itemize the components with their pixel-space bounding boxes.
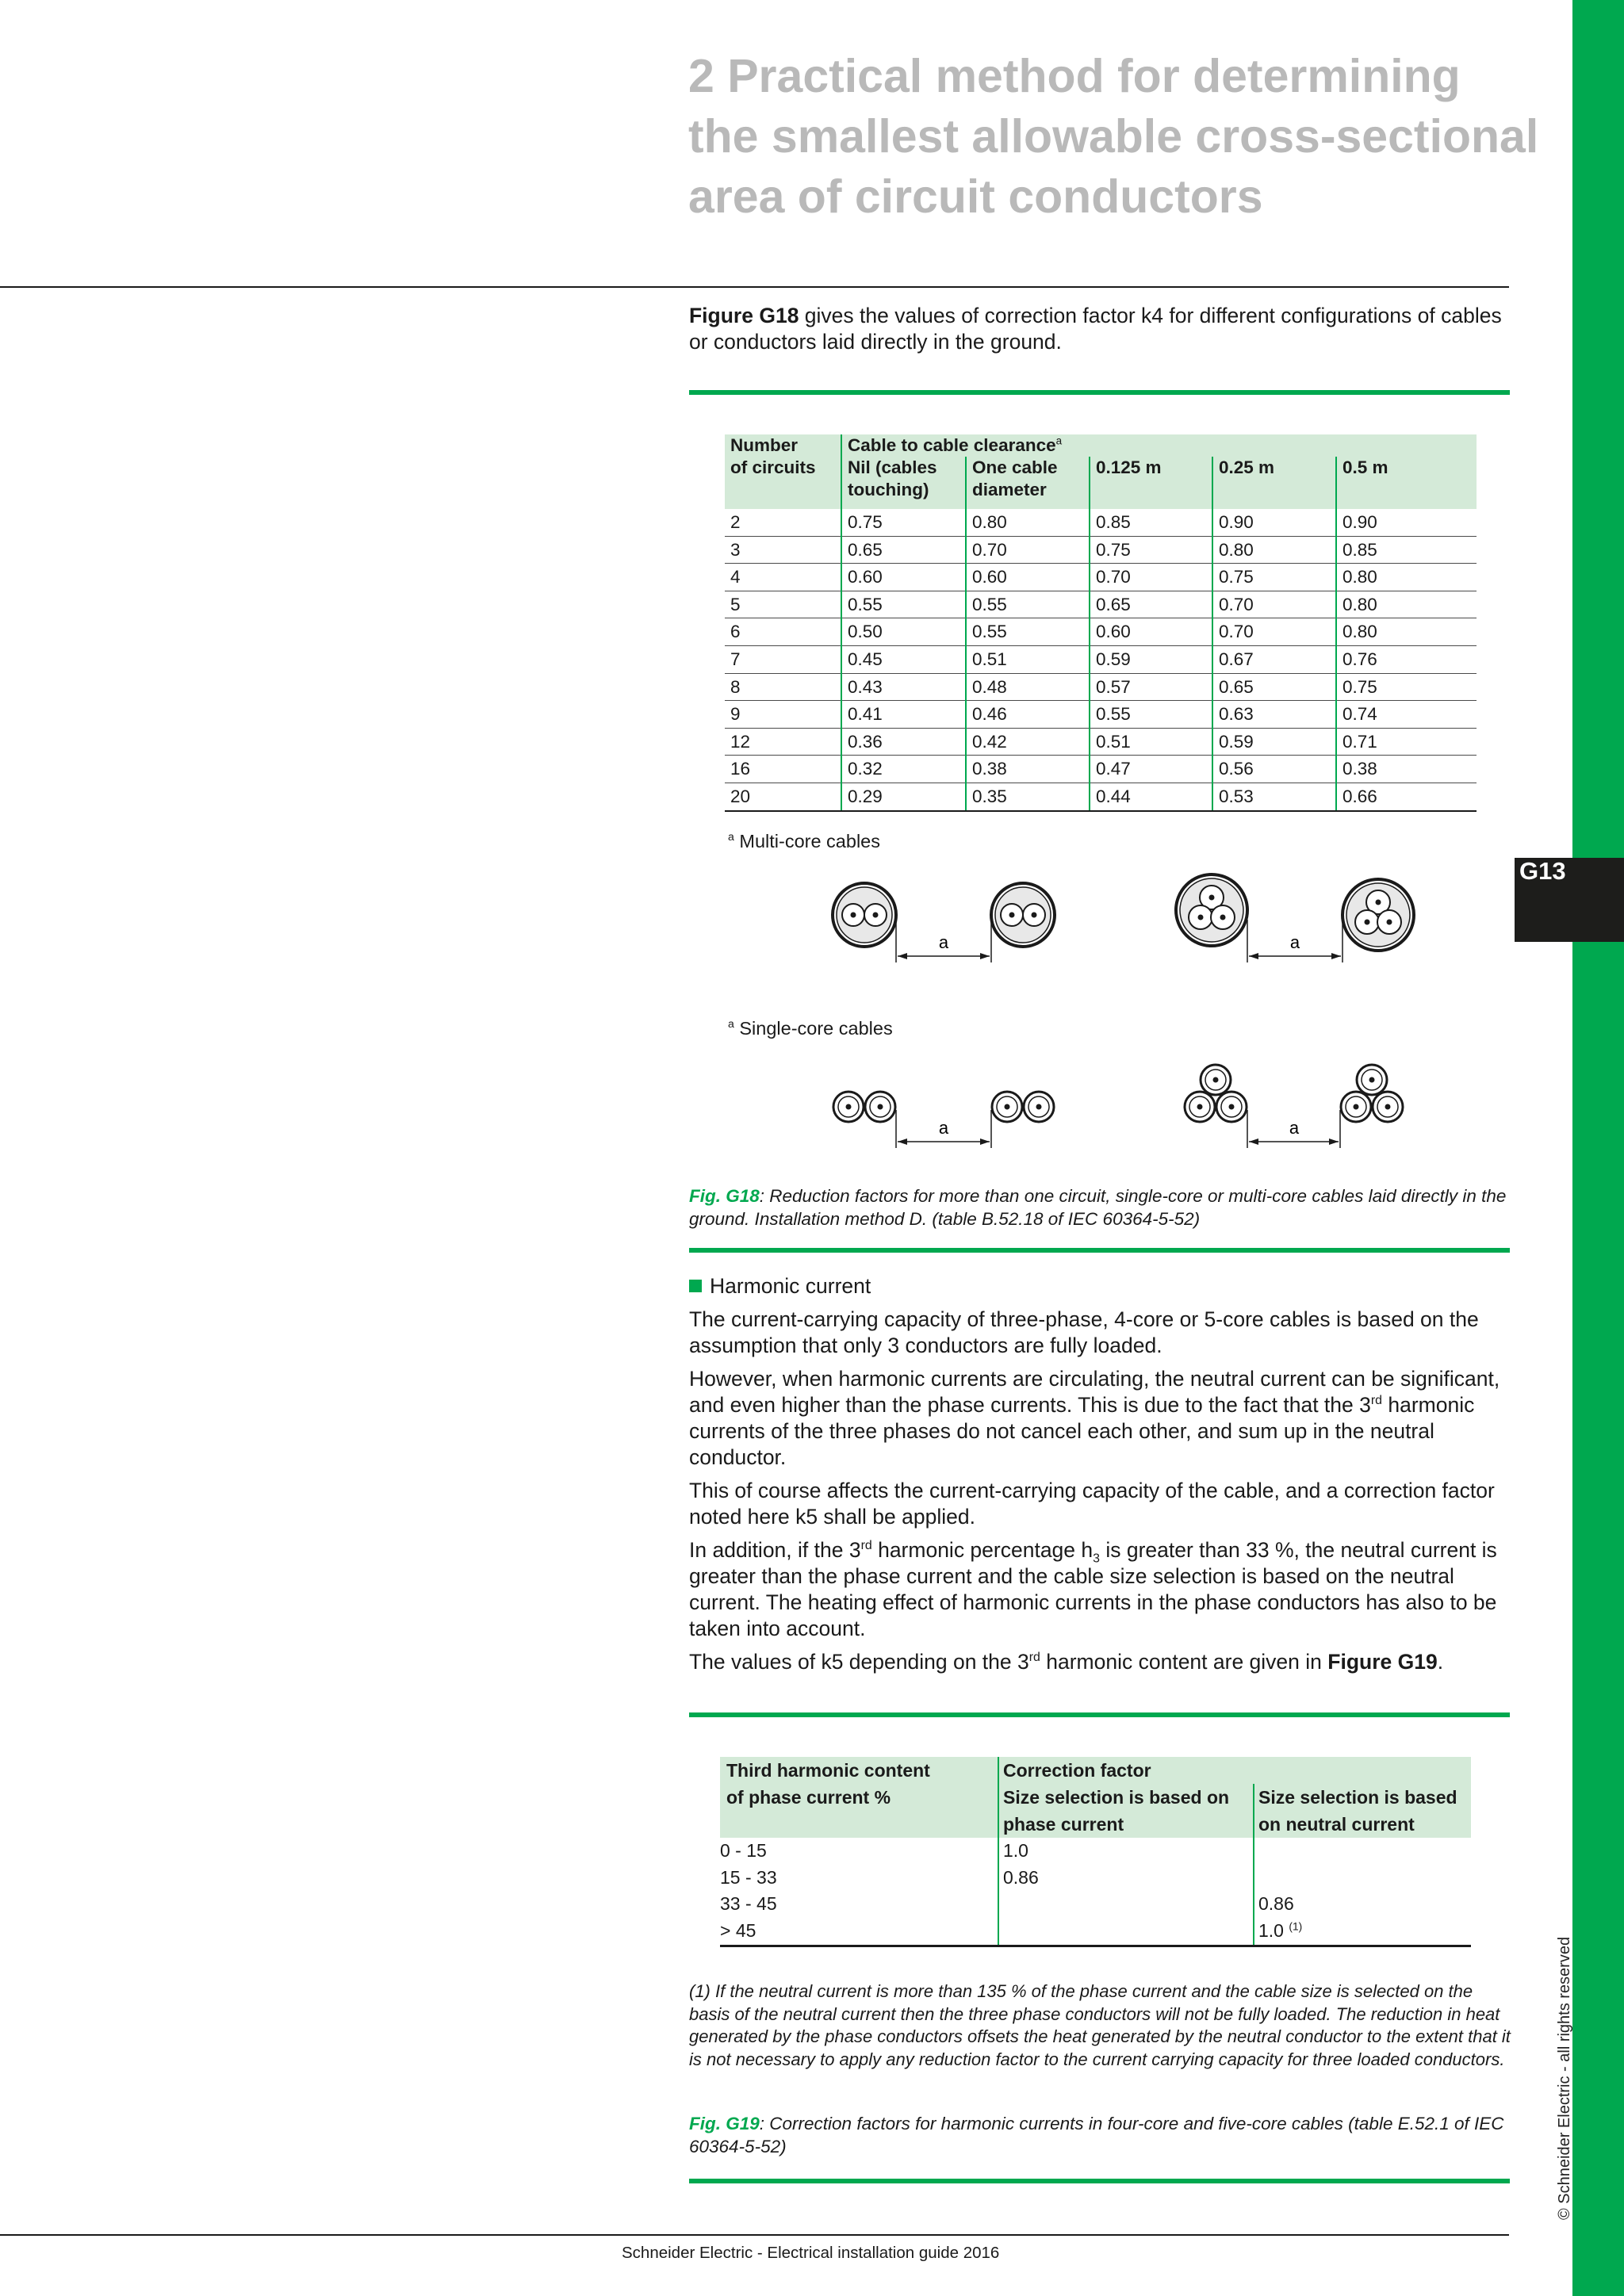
table-row [720,1865,1471,1892]
page-title [688,46,1561,227]
factor-cell: 0.65 [841,536,966,564]
factor-cell: 0.71 [1336,728,1477,756]
cell-value: 33 - 45 [720,1893,777,1915]
multi-core-text: Multi-core cables [733,831,880,851]
p5-sup: rd [1028,1651,1040,1665]
circuits-cell: 3 [725,536,841,564]
header-clearance-label: Cable to cable clearance [848,435,1056,455]
factor-cell: 0.80 [1212,536,1336,564]
table-row [725,591,1477,618]
harmonic-range-cell [720,1865,998,1892]
table-g19-body [720,1838,1471,1946]
factor-cell: 0.63 [1212,701,1336,729]
header-correction-factor: Correction factor [998,1757,1471,1784]
factor-cell: 0.51 [966,645,1090,673]
table-row [720,1918,1471,1946]
factor-cell: 0.75 [1090,536,1212,564]
cell-value: 1.0 [1258,1920,1284,1942]
p2-sup: rd [1370,1394,1382,1408]
subheader-0125: 0.125 m [1090,457,1212,509]
table-row [725,564,1477,591]
green-square-bullet-icon [689,1280,702,1292]
p4-sub: 3 [1093,1552,1100,1566]
subheader-neutral-current: Size selection is based on neutral current [1254,1784,1471,1838]
cell-value: 0 - 15 [720,1840,767,1861]
factor-cell: 0.70 [1212,618,1336,646]
title-divider [0,286,1509,288]
circuits-cell: 20 [725,783,841,810]
harmonic-range-cell [720,1838,998,1865]
factor-cell: 0.57 [1090,673,1212,701]
harmonic-range-cell [720,1891,998,1918]
cell-value: 0.86 [1258,1893,1294,1915]
harmonic-title-text: Harmonic current [710,1274,871,1298]
dim-label: a [1289,1118,1300,1138]
factor-cell: 0.67 [1212,645,1336,673]
single-core-label [728,1018,893,1039]
table-row [725,536,1477,564]
factor-cell: 0.60 [966,564,1090,591]
factor-cell: 0.55 [1090,701,1212,729]
factor-cell: 0.46 [966,701,1090,729]
factor-cell: 0.66 [1336,783,1477,810]
multi-core-sup: a [728,830,734,844]
correction-cell [1254,1865,1471,1892]
factor-cell: 0.53 [1212,783,1336,810]
footer-divider [0,2234,1509,2236]
table-row [725,673,1477,701]
p5-b: harmonic content are given in [1040,1650,1328,1674]
circuits-cell: 5 [725,591,841,618]
intro-figure-ref: Figure G18 [689,304,799,327]
cell-value: > 45 [720,1920,756,1942]
p4-c: is greater than 33 %, the neutral current is greater than the phase current and the cable size selection is based on the neutral current. The heating effect of harmonic currents in the phase conductors has also to be taken into account. [689,1538,1497,1640]
factor-cell: 0.56 [1212,756,1336,783]
harmonic-p3: This of course affects the current-carrying capacity of the cable, and a correction factor noted here k5 shall be applied. [689,1479,1495,1529]
page-title-line-1: 2 Practical method for determining [688,50,1461,102]
single-core-trefoil-diagram [1166,1054,1435,1150]
circuits-cell: 16 [725,756,841,783]
correction-cell [998,1838,1254,1865]
table-row [720,1838,1471,1865]
factor-cell: 0.38 [966,756,1090,783]
table-g18-body [725,509,1477,811]
factor-cell: 0.90 [1336,509,1477,536]
factor-cell: 0.70 [966,536,1090,564]
cell-value: 15 - 33 [720,1866,777,1888]
dim-label: a [1289,932,1300,952]
factor-cell: 0.41 [841,701,966,729]
factor-cell: 0.55 [966,618,1090,646]
table-row [725,701,1477,729]
figure-g19-top-rule [689,1712,1510,1717]
factor-cell: 0.45 [841,645,966,673]
figure-g18-label: Fig. G18 [689,1186,760,1206]
single-core-pair-diagram [817,1054,1086,1150]
factor-cell: 0.74 [1336,701,1477,729]
figure-g18-bottom-rule [689,1248,1510,1253]
figure-g18-caption-text: : Reduction factors for more than one circuit, single-core or multi-core cables laid directly in the ground. Installation method D. (table B.52.18 of IEC 60364-5-52) [689,1186,1507,1229]
factor-cell: 0.59 [1090,645,1212,673]
multi-core-two-core-diagram [817,864,1086,967]
table-row [725,618,1477,646]
factor-cell: 0.75 [841,509,966,536]
circuits-cell: 8 [725,673,841,701]
factor-cell: 0.80 [1336,564,1477,591]
p4-sup: rd [860,1539,872,1553]
page-title-line-2: the smallest allowable cross-sectional [688,110,1539,163]
table-g19 [720,1757,1471,1947]
correction-cell [1254,1838,1471,1865]
p4-a: In addition, if the 3 [689,1538,861,1562]
factor-cell: 0.70 [1090,564,1212,591]
table-row [720,1891,1471,1918]
figure-g19-caption [689,2112,1514,2158]
circuits-cell: 2 [725,509,841,536]
single-core-text: Single-core cables [733,1018,893,1039]
side-accent-bar [1572,0,1624,2296]
p2-b: harmonic currents of the three phases do not cancel each other, and sum up in the neutral conductor. [689,1393,1475,1469]
factor-cell: 0.70 [1212,591,1336,618]
harmonic-title [689,1273,1514,1299]
correction-cell [1254,1891,1471,1918]
table-g18 [725,434,1477,812]
subheader-phase-current: Size selection is based on phase current [998,1784,1254,1838]
table-row [725,783,1477,810]
header-clearance-sup: a [1055,434,1063,447]
factor-cell: 0.76 [1336,645,1477,673]
circuits-cell: 6 [725,618,841,646]
factor-cell: 0.43 [841,673,966,701]
factor-cell: 0.51 [1090,728,1212,756]
correction-cell [998,1918,1254,1946]
p5-a: The values of k5 depending on the 3 [689,1650,1029,1674]
factor-cell: 0.36 [841,728,966,756]
header-harmonic-content-a: Third harmonic content [720,1757,998,1784]
factor-cell: 0.80 [966,509,1090,536]
correction-cell [998,1865,1254,1892]
harmonic-p1: The current-carrying capacity of three-phase, 4-core or 5-core cables is based on the assumption that only 3 conductors are fully loaded. [689,1307,1479,1357]
circuits-cell: 9 [725,701,841,729]
factor-cell: 0.38 [1336,756,1477,783]
intro-paragraph [689,303,1514,355]
page-title-line-3: area of circuit conductors [688,170,1263,223]
circuits-cell: 7 [725,645,841,673]
factor-cell: 0.42 [966,728,1090,756]
factor-cell: 0.47 [1090,756,1212,783]
p2-a: However, when harmonic currents are circulating, the neutral current can be significant, and even higher than the phase currents. This is due to the fact that the 3 [689,1367,1500,1417]
table-row [725,645,1477,673]
figure-g19-bottom-rule [689,2179,1510,2183]
subheader-025: 0.25 m [1212,457,1336,509]
factor-cell: 0.35 [966,783,1090,810]
dim-label: a [938,932,949,952]
p4-b: harmonic percentage h [871,1538,1094,1562]
factor-cell: 0.60 [1090,618,1212,646]
header-clearance-group [841,434,1477,457]
factor-cell: 0.75 [1336,673,1477,701]
table-row [725,728,1477,756]
harmonic-p5 [689,1649,1514,1675]
circuits-cell: 12 [725,728,841,756]
factor-cell: 0.48 [966,673,1090,701]
factor-cell: 0.55 [841,591,966,618]
multi-core-label [728,831,880,852]
multi-core-three-core-diagram [1166,864,1435,967]
subheader-nil: Nil (cables touching) [841,457,966,509]
correction-cell [998,1891,1254,1918]
figure-g18-caption [689,1184,1514,1230]
harmonic-p4 [689,1537,1514,1642]
figure-g19-caption-text: : Correction factors for harmonic currents in four-core and five-core cables (table E.52.1 of IEC 60364-5-52) [689,2114,1504,2156]
chapter-tab-label: G13 [1519,857,1566,885]
harmonic-range-cell [720,1918,998,1946]
copyright-notice: © Schneider Electric - all rights reserved [1556,1936,1573,2220]
header-number-circuits-b: of circuits [725,457,841,509]
factor-cell: 0.44 [1090,783,1212,810]
cell-value: 0.86 [1003,1866,1039,1888]
footer-text: Schneider Electric - Electrical installation guide 2016 [622,2244,1000,2262]
harmonic-p2 [689,1366,1514,1471]
factor-cell: 0.65 [1212,673,1336,701]
figure-g19-label: Fig. G19 [689,2114,760,2133]
factor-cell: 0.29 [841,783,966,810]
subheader-05: 0.5 m [1336,457,1477,509]
p5-end: . [1437,1650,1444,1674]
p5-ref: Figure G19 [1327,1650,1438,1674]
factor-cell: 0.85 [1336,536,1477,564]
header-number-circuits-a: Number [725,434,841,457]
factor-cell: 0.50 [841,618,966,646]
factor-cell: 0.75 [1212,564,1336,591]
circuits-cell: 4 [725,564,841,591]
factor-cell: 0.60 [841,564,966,591]
chapter-tab [1515,858,1624,942]
factor-cell: 0.65 [1090,591,1212,618]
factor-cell: 0.90 [1212,509,1336,536]
header-harmonic-content-b: of phase current % [720,1784,998,1838]
figure-g18-top-rule [689,390,1510,395]
factor-cell: 0.80 [1336,618,1477,646]
table-row [725,509,1477,536]
factor-cell: 0.80 [1336,591,1477,618]
factor-cell: 0.85 [1090,509,1212,536]
subheader-one-diameter: One cable diameter [966,457,1090,509]
single-core-sup: a [728,1017,734,1031]
intro-text: gives the values of correction factor k4 for different configurations of cables or conductors laid directly in the ground. [689,304,1502,354]
figure-g19-footnote: (1) If the neutral current is more than 135 % of the phase current and the cable size is selected on the basis of the neutral current then the three phase conductors will not be fully loaded. The reduction in heat generated by the phase conductors offsets the heat generated by the neutral conductor to the extent that it is not necessary to apply any reduction factor to the current carrying capacity for three loaded conductors. [689,1981,1511,2069]
harmonic-section [689,1273,1514,1682]
cell-value: 1.0 [1003,1840,1028,1861]
dim-label: a [938,1118,949,1138]
factor-cell: 0.32 [841,756,966,783]
factor-cell: 0.55 [966,591,1090,618]
factor-cell: 0.59 [1212,728,1336,756]
table-row [725,756,1477,783]
correction-cell [1254,1918,1471,1946]
footnote-ref: (1) [1289,1920,1303,1933]
